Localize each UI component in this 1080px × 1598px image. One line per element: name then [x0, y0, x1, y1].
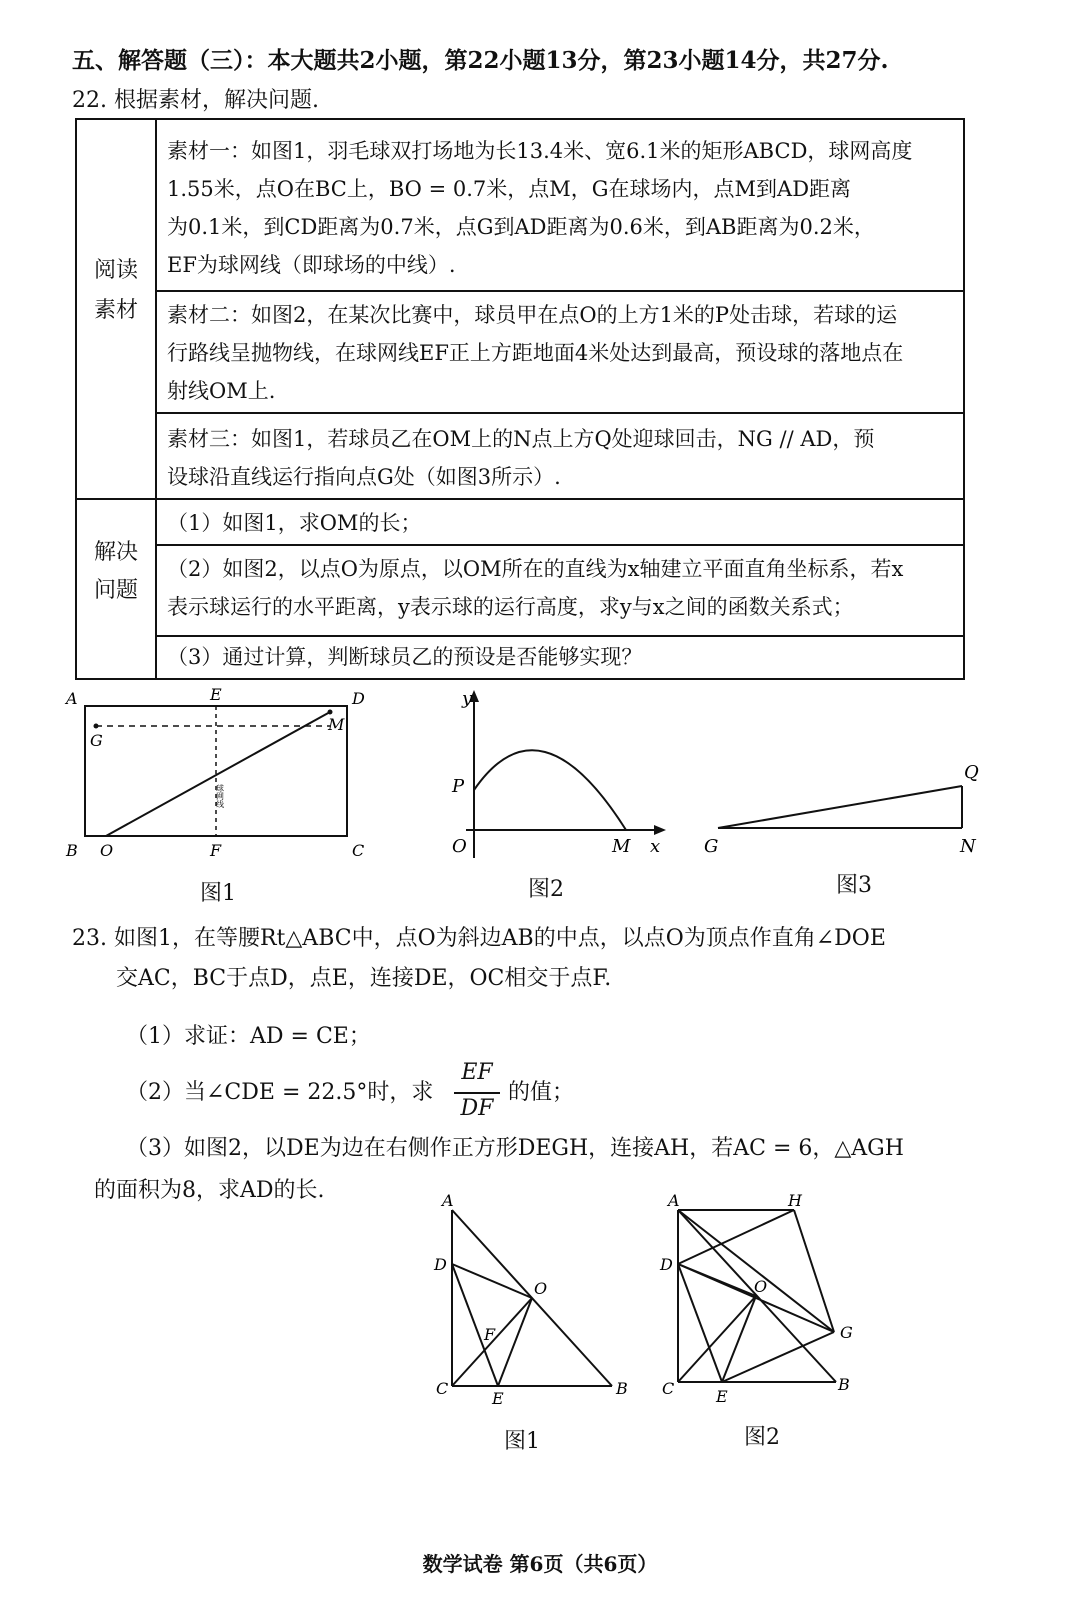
q23-fig1-label-E: E [492, 1389, 504, 1408]
q23-fig2-label-C: C [662, 1379, 675, 1398]
read-label-1: 阅读 [93, 258, 138, 283]
fig1-net-label: 球网线 [215, 784, 225, 808]
q23-part-2-pre: （2）当∠CDE = 22.5°时，求 [126, 1080, 434, 1105]
material-3: 素材三：如图1，若球员乙在OM上的N点上方Q处迎球回击，NG // AD，预 设球沿直线运行指向点G处（如图3所示）. [167, 427, 875, 489]
task-3: （3）通过计算，判断球员乙的预设是否能够实现？ [167, 645, 643, 669]
q23-fig2-label-H: H [788, 1191, 802, 1210]
q22-fig1-caption: 图1 [200, 881, 236, 906]
q22-fig2-caption: 图2 [528, 877, 564, 902]
q23-figure-2 [656, 1190, 876, 1410]
fig1-label-D: D [352, 689, 365, 708]
q23-line-2: 交AC，BC于点D，点E，连接DE，OC相交于点F. [116, 966, 612, 991]
q23-fraction-numerator: EF [461, 1060, 493, 1085]
fig2-label-M: M [612, 836, 631, 857]
q22-fig3-caption: 图3 [836, 873, 872, 898]
solve-label-1: 解决 [93, 540, 138, 565]
read-label-2: 素材 [93, 298, 138, 323]
fig3-label-G: G [704, 836, 719, 857]
q23-fraction-denominator: DF [460, 1096, 494, 1121]
fig3-label-Q: Q [964, 762, 979, 783]
q23-part-2-post: 的值； [508, 1080, 575, 1105]
q23-fig2-label-G: G [840, 1323, 853, 1342]
q23-part-3-line-2: 的面积为8，求AD的长. [94, 1178, 325, 1203]
q23-fig2-label-D: D [660, 1255, 673, 1274]
q22-figure-2 [440, 686, 680, 866]
q23-fig2-label-A: A [668, 1191, 680, 1210]
fig2-label-x: x [650, 836, 661, 857]
q23-fig1-label-D: D [434, 1255, 447, 1274]
fig2-label-P: P [452, 776, 465, 797]
task-2: （2）如图2，以点O为原点，以OM所在的直线为x轴建立平面直角坐标系，若x 表示球运行的水平距离，y表示球的运行高度，求y与x之间的函数关系式； [167, 557, 904, 619]
q22-stem: 22. 根据素材，解决问题. [72, 88, 319, 113]
q22-figure-1 [60, 684, 380, 864]
fig1-label-F: F [210, 841, 222, 860]
q22-figure-3 [700, 756, 990, 866]
task-1: （1）如图1，求OM的长； [167, 511, 422, 535]
q23-fig2-caption: 图2 [744, 1425, 780, 1450]
q23-fig2-label-E: E [716, 1387, 728, 1406]
q23-fig1-label-B: B [616, 1379, 628, 1398]
material-2: 素材二：如图2，在某次比赛中，球员甲在点O的上方1米的P处击球，若球的运 行路线呈抛物线，在球网线EF正上方距地面4米处达到最高，预设球的落地点在 射线OM上. [167, 303, 904, 403]
q23-line-1: 23. 如图1，在等腰Rt△ABC中，点O为斜边AB的中点，以点O为顶点作直角∠DOE [72, 926, 886, 951]
solve-label-2: 问题 [93, 578, 138, 603]
q23-fig1-label-A: A [442, 1191, 454, 1210]
fig1-label-G: G [90, 731, 103, 750]
q23-fig1-label-C: C [436, 1379, 449, 1398]
section-heading: 五、解答题（三）：本大题共2小题，第22小题13分，第23小题14分，共27分. [72, 47, 889, 74]
q23-figure-1 [430, 1190, 640, 1410]
q23-fraction-bar [454, 1092, 500, 1094]
fig1-label-O: O [100, 841, 114, 860]
q23-fig1-label-F: F [484, 1325, 496, 1344]
fig2-label-O: O [452, 836, 467, 857]
q23-fig1-caption: 图1 [504, 1429, 540, 1454]
q22-table [75, 118, 965, 680]
fig1-label-B: B [66, 841, 78, 860]
q23-fig2-label-O: O [754, 1277, 768, 1296]
fig1-label-E: E [210, 685, 222, 704]
fig1-label-M: M [328, 715, 345, 734]
q23-fig1-label-O: O [534, 1279, 548, 1298]
fig1-label-C: C [352, 841, 365, 860]
q23-part-1: （1）求证：AD = CE； [126, 1024, 371, 1049]
q23-fig2-label-B: B [838, 1375, 850, 1394]
fig3-label-N: N [960, 836, 976, 857]
fig1-label-A: A [66, 689, 78, 708]
fig2-label-y: y [462, 688, 473, 709]
page-footer: 数学试卷 第6页（共6页） [422, 1552, 658, 1576]
material-1: 素材一：如图1，羽毛球双打场地为长13.4米、宽6.1米的矩形ABCD，球网高度 1.55米，点O在BC上，BO = 0.7米，点M，G在球场内，点M到AD距离 为0.1米，到CD距离为0.7米，点G到AD距离为0.6米，到AB距离为0.2米， EF为球网线（即球场的中线）. [167, 139, 913, 277]
q23-part-3-line-1: （3）如图2，以DE为边在右侧作正方形DEGH，连接AH，若AC = 6，△AGH [126, 1136, 904, 1161]
